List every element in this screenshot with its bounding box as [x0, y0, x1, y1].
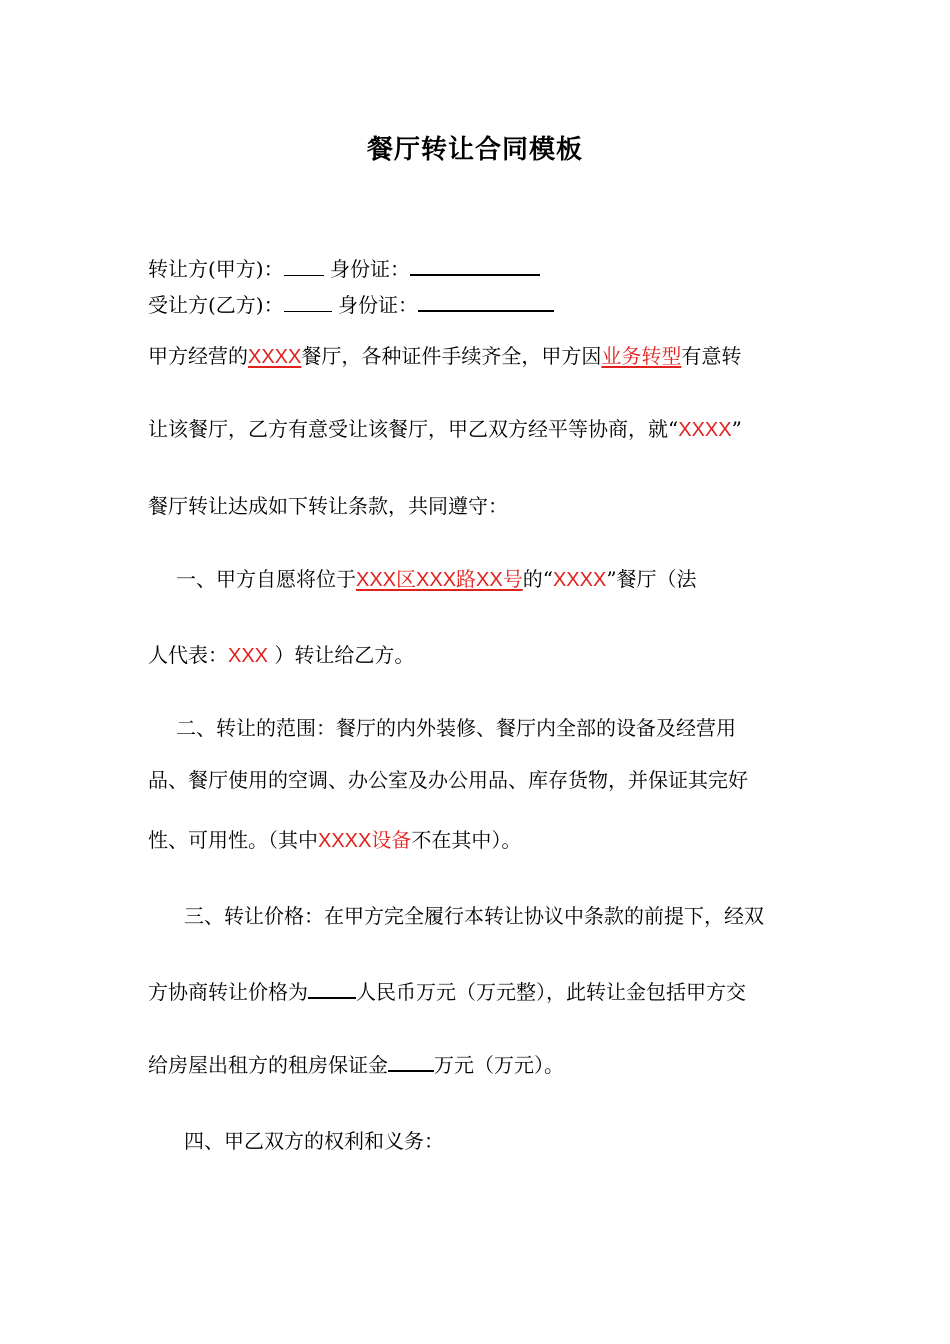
price-blank [308, 979, 356, 999]
clause-3-line-1: 三、转让价格：在甲方完全履行本转让协议中条款的前提下，经双 [184, 904, 764, 928]
deposit-blank [388, 1052, 434, 1072]
clause-text: 万元（万元）。 [434, 1053, 564, 1077]
intro-text: 让该餐厅，乙方有意受让该餐厅，甲乙双方经平等协商，就“ [148, 417, 679, 441]
intro-text: ” [731, 417, 742, 441]
intro-text: 餐厅，各种证件手续齐全，甲方因 [301, 344, 602, 368]
restaurant-name-placeholder: XXXX [552, 569, 607, 591]
party-b-id-blank [418, 292, 554, 312]
clause-3-line-2 [148, 979, 746, 1005]
clause-1-line-1 [176, 566, 697, 593]
party-a-name-blank [284, 257, 324, 276]
clause-text: 人民币万元（万元整），此转让金包括甲方交 [356, 980, 746, 1004]
clause-text: 的“ [522, 567, 553, 591]
intro-text: 有意转 [681, 344, 742, 368]
clause-1-line-2 [148, 642, 414, 669]
clause-3-line-3 [148, 1052, 564, 1078]
clause-text: 方协商转让价格为 [148, 980, 308, 1004]
legal-rep-placeholder: XXX [228, 645, 269, 667]
party-a-id-label: 身份证： [329, 257, 410, 281]
party-b-name-blank [284, 293, 332, 312]
intro-line-3: 餐厅转让达成如下转让条款，共同遵守： [148, 494, 508, 518]
clause-text: 给房屋出租方的租房保证金 [148, 1053, 388, 1077]
clause-text: 一、甲方自愿将位于 [176, 567, 356, 591]
transfer-reason-placeholder: 业务转型 [601, 344, 682, 368]
clause-text: ）转让给乙方。 [274, 643, 415, 667]
clause-text: 性、可用性。（其中 [148, 828, 318, 852]
party-b-label: 受让方(乙方)： [148, 293, 284, 317]
clause-2-line-3 [148, 827, 521, 854]
equipment-placeholder: 设备 [371, 828, 412, 852]
party-a-label: 转让方(甲方)： [148, 257, 284, 281]
intro-text: 甲方经营的 [148, 344, 248, 368]
clause-2-line-1: 二、转让的范围：餐厅的内外装修、餐厅内全部的设备及经营用 [176, 716, 736, 740]
party-a-id-blank [410, 256, 540, 276]
intro-line-2 [148, 416, 742, 443]
equipment-placeholder: XXXX [318, 830, 372, 852]
clause-text: 不在其中）。 [411, 828, 522, 852]
restaurant-name-placeholder: XXXX [678, 419, 732, 441]
address-placeholder: XXX区XXX路XX号 [356, 569, 523, 591]
clause-text: ”餐厅（法 [606, 567, 697, 591]
intro-line-1 [148, 343, 741, 370]
clause-2-line-2: 品、餐厅使用的空调、办公室及办公用品、库存货物，并保证其完好 [148, 768, 748, 792]
party-b-line [148, 292, 554, 318]
party-b-id-label: 身份证： [337, 293, 418, 317]
restaurant-name-placeholder: XXXX [248, 346, 302, 368]
clause-4-line-1: 四、甲乙双方的权利和义务： [184, 1129, 444, 1153]
party-a-line [148, 256, 540, 282]
document-title: 餐厅转让合同模板 [366, 135, 583, 165]
clause-text: 人代表： [148, 643, 228, 667]
